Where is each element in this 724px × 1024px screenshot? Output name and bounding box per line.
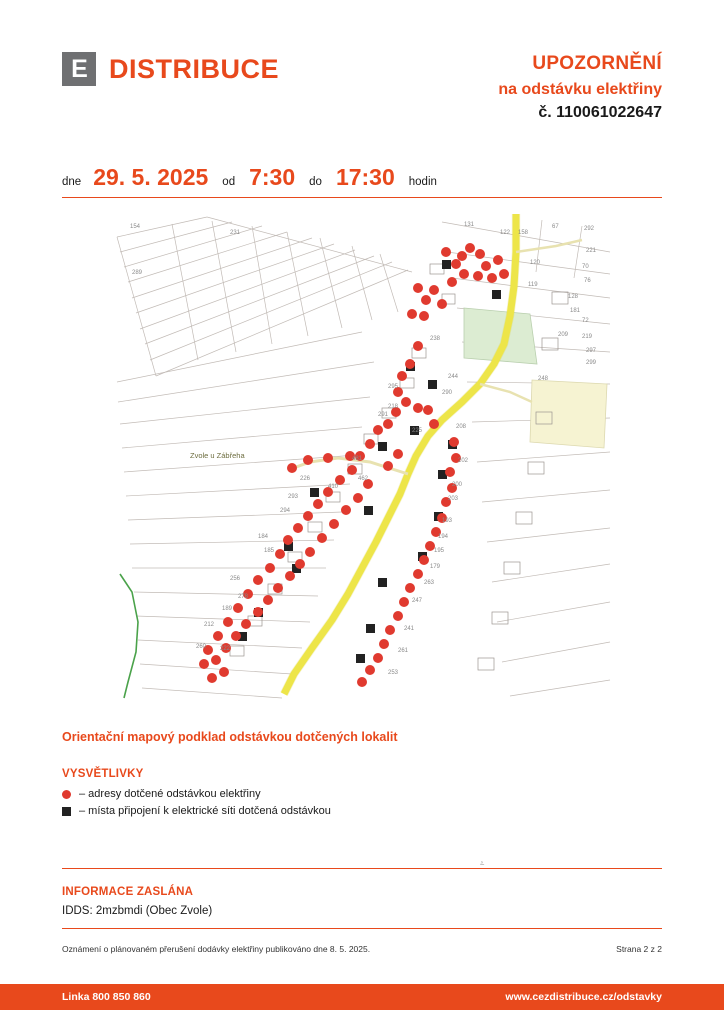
svg-text:278: 278 (238, 594, 249, 600)
svg-text:119: 119 (528, 282, 538, 288)
notice-number: č. 110061022647 (538, 103, 662, 121)
brand-logo (62, 52, 279, 86)
svg-text:256: 256 (230, 576, 241, 582)
svg-text:225: 225 (412, 428, 423, 434)
svg-text:131: 131 (464, 222, 475, 228)
svg-text:410: 410 (328, 484, 339, 490)
svg-text:295: 295 (388, 384, 399, 390)
svg-text:299: 299 (586, 360, 597, 366)
svg-text:481: 481 (352, 456, 363, 462)
svg-text:76: 76 (584, 278, 591, 284)
svg-text:261: 261 (398, 648, 409, 654)
svg-text:241: 241 (404, 626, 415, 632)
svg-text:128: 128 (568, 294, 579, 300)
notice-title: UPOZORNĚNÍ (532, 53, 662, 74)
svg-text:195: 195 (434, 548, 445, 554)
svg-text:72: 72 (582, 318, 589, 324)
yellow-area (530, 380, 607, 448)
svg-text:189: 189 (222, 606, 233, 612)
svg-text:208: 208 (456, 424, 467, 430)
svg-text:226: 226 (300, 476, 311, 482)
notice-subtitle: na odstávku elektřiny (498, 80, 662, 98)
svg-text:202: 202 (458, 458, 469, 464)
date-label: dne (62, 176, 82, 188)
map-place-label: Zvole u Zábřeha (190, 451, 245, 460)
svg-text:289: 289 (132, 270, 143, 276)
stray-mark: ೭ (480, 858, 485, 867)
divider-top (62, 868, 662, 869)
svg-text:297: 297 (586, 348, 597, 354)
map-caption: Orientační mapový podklad odstávkou dotčených lokalit (62, 730, 398, 744)
svg-text:120: 120 (530, 260, 541, 266)
svg-text:218: 218 (388, 404, 399, 410)
cez-logo-icon: E (62, 52, 96, 86)
svg-text:200: 200 (452, 482, 463, 488)
svg-text:185: 185 (264, 548, 275, 554)
svg-text:260: 260 (196, 644, 207, 650)
svg-text:181: 181 (570, 308, 581, 314)
footer-note: Oznámení o plánovaném přerušení dodávky elektřiny publikováno dne 8. 5. 2025. (62, 944, 371, 954)
svg-text:122: 122 (500, 230, 511, 236)
footer-phone: Linka 800 850 860 (62, 991, 151, 1003)
info-body: IDDS: 2mzbmdi (Obec Zvole) (62, 905, 213, 917)
outage-time-from: 7:30 (249, 164, 296, 190)
svg-text:203: 203 (448, 496, 459, 502)
outage-datetime-strip (62, 152, 662, 198)
svg-text:231: 231 (230, 230, 241, 236)
svg-text:221: 221 (586, 248, 597, 254)
svg-text:292: 292 (584, 226, 595, 232)
footer-bar (0, 984, 724, 1010)
svg-text:290: 290 (442, 390, 453, 396)
legend-item-addresses (62, 788, 261, 800)
outage-map (112, 212, 612, 700)
svg-text:253: 253 (388, 670, 399, 676)
svg-text:212: 212 (204, 622, 215, 628)
svg-text:248: 248 (538, 376, 549, 382)
svg-text:179: 179 (430, 564, 441, 570)
from-label: od (222, 176, 236, 188)
brand-name: DISTRIBUCE (109, 53, 280, 84)
svg-text:294: 294 (280, 508, 291, 514)
svg-text:244: 244 (448, 374, 459, 380)
black-square-icon (62, 807, 71, 816)
outage-date: 29. 5. 2025 (93, 164, 209, 190)
divider-bottom (62, 928, 662, 929)
svg-text:70: 70 (582, 264, 589, 270)
svg-text:67: 67 (552, 224, 559, 230)
to-label: do (309, 176, 322, 188)
footer-page-number: Strana 2 z 2 (616, 944, 662, 954)
svg-text:219: 219 (582, 334, 593, 340)
svg-text:263: 263 (424, 580, 435, 586)
legend-title: VYSVĚTLIVKY (62, 768, 144, 780)
outage-time-to: 17:30 (335, 164, 395, 190)
legend-item-connections-label: – místa připojení k elektrické síti dotčená odstávkou (79, 805, 331, 817)
svg-text:462: 462 (358, 476, 369, 482)
svg-text:193: 193 (442, 518, 453, 524)
legend-item-connections (62, 805, 331, 817)
red-dot-icon (62, 790, 71, 799)
svg-text:194: 194 (438, 534, 449, 540)
hours-label: hodin (408, 176, 437, 188)
page-header (0, 40, 724, 130)
svg-text:291: 291 (378, 412, 389, 418)
legend-item-addresses-label: – adresy dotčené odstávkou elektřiny (79, 788, 261, 800)
svg-text:209: 209 (558, 332, 569, 338)
svg-text:238: 238 (430, 336, 441, 342)
notice-heading (498, 50, 662, 124)
info-title: INFORMACE ZASLÁNA (62, 886, 194, 898)
svg-text:158: 158 (518, 230, 529, 236)
footer-website[interactable]: www.cezdistribuce.cz/odstavky (505, 991, 662, 1003)
svg-text:293: 293 (288, 494, 299, 500)
svg-text:154: 154 (130, 224, 141, 230)
map-graphic (112, 212, 612, 700)
svg-text:247: 247 (412, 598, 423, 604)
svg-text:222: 222 (220, 646, 231, 652)
svg-text:184: 184 (258, 534, 269, 540)
